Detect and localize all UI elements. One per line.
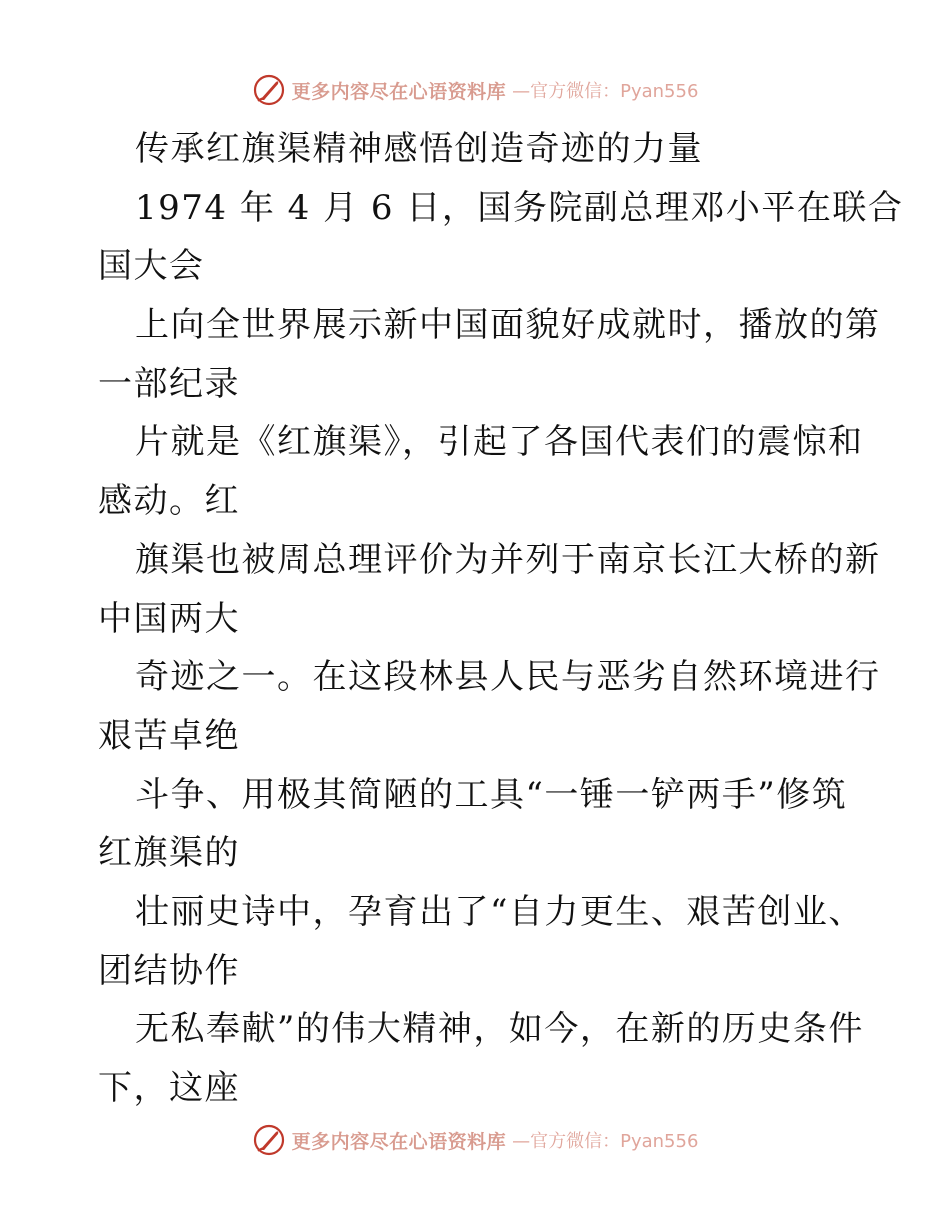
text-line: 无私奉献”的伟大精神，如今，在新的历史条件 <box>135 1009 864 1050</box>
header-watermark <box>0 70 950 110</box>
watermark-contact-text: —官方微信：Pyan556 <box>512 81 699 102</box>
text-line: 感动。红 <box>98 481 240 522</box>
text-line: 艰苦卓绝 <box>98 715 240 756</box>
watermark-lead-text: 更多内容尽在心语资料库 <box>291 1130 507 1153</box>
quill-pen-logo-icon <box>252 73 286 107</box>
text-line: 中国两大 <box>98 598 240 639</box>
document-body <box>98 120 904 1118</box>
text-line: 团结协作 <box>98 950 240 991</box>
text-line: 斗争、用极其简陋的工具“一锤一铲两手”修筑 <box>135 774 848 815</box>
watermark-lead-text: 更多内容尽在心语资料库 <box>291 80 507 103</box>
text-line: 下，这座 <box>98 1068 240 1108</box>
text-line: 奇迹之一。在这段林县人民与恶劣自然环境进行 <box>135 657 881 698</box>
quill-pen-logo-icon <box>252 1123 286 1157</box>
text-line: 片就是《红旗渠》，引起了各国代表们的震惊和 <box>135 422 864 463</box>
watermark-contact-text: —官方微信：Pyan556 <box>512 1131 699 1152</box>
document-title: 传承红旗渠精神感悟创造奇迹的力量 <box>135 129 703 169</box>
text-line: 上向全世界展示新中国面貌好成就时，播放的第 <box>135 305 881 346</box>
text-line: 红旗渠的 <box>98 833 240 874</box>
text-line: 壮丽史诗中，孕育出了“自力更生、艰苦创业、 <box>135 891 864 932</box>
text-line: 国大会 <box>98 246 205 287</box>
text-line: 1974 年 4 月 6 日，国务院副总理邓小平在联合 <box>135 187 904 228</box>
text-line: 旗渠也被周总理评价为并列于南京长江大桥的新 <box>135 539 881 580</box>
footer-watermark <box>0 1120 950 1160</box>
text-line: 一部纪录 <box>98 363 240 404</box>
